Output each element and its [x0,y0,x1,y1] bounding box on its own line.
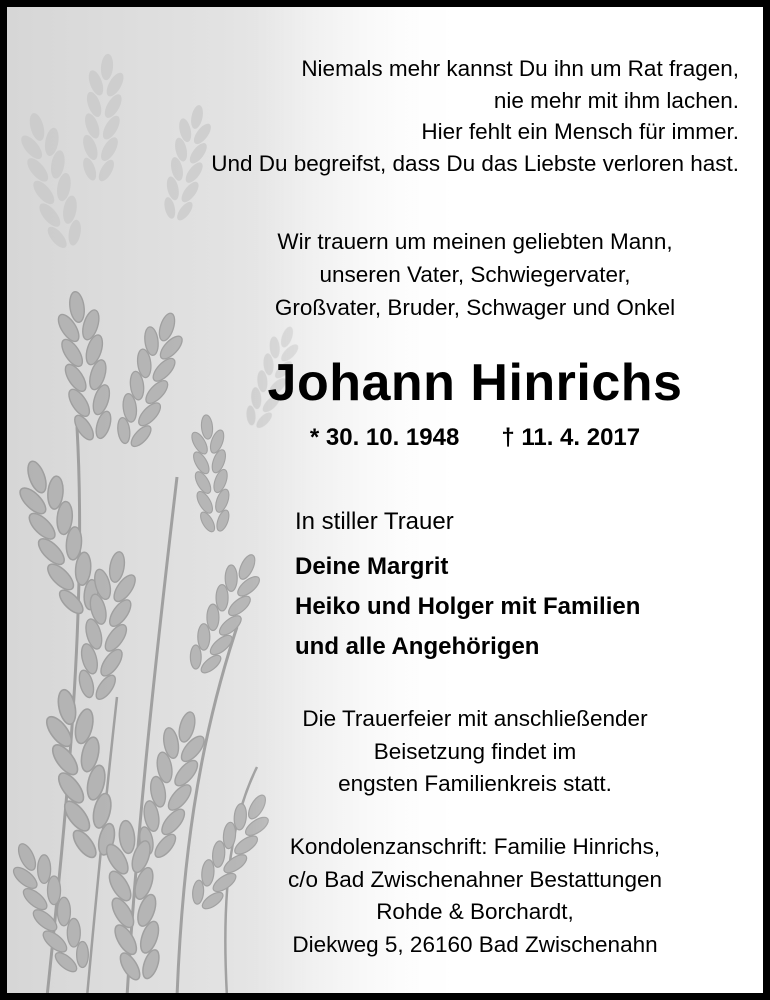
mourner-name: Heiko und Holger mit Familien [295,593,641,620]
life-dates [207,421,743,455]
mourner-name: Deine Margrit [295,553,449,580]
address-line: Kondolenzanschrift: Familie Hinrichs, [289,834,661,859]
funeral-service-note [207,703,743,801]
address-line: c/o Bad Zwischenahner Bestattungen [288,866,662,892]
verse-block [79,53,739,179]
service-line: engsten Familienkreis statt. [338,771,612,796]
mourners-list [295,547,755,667]
mourning-intro [207,225,743,324]
service-line: Die Trauerfeier mit anschließender [302,706,648,731]
service-line: Beisetzung findet im [373,738,577,764]
mourning-heading: In stiller Trauer [295,508,454,535]
intro-line: Großvater, Bruder, Schwager und Onkel [274,295,676,320]
verse-line: Und Du begreifst, dass Du das Liebste verloren hast. [211,150,739,176]
verse-line: Niemals mehr kannst Du ihn um Rat fragen, [301,56,739,81]
verse-line: Hier fehlt ein Mensch für immer. [421,119,739,144]
birth-date: * 30. 10. 1948 [309,424,460,451]
condolence-address [207,831,743,961]
verse-line: nie mehr mit ihm lachen. [493,87,739,113]
death-date: † 11. 4. 2017 [501,424,641,451]
mourner-name: und alle Angehörigen [295,633,540,660]
intro-line: Wir trauern um meinen geliebten Mann, [277,229,673,254]
address-line: Rohde & Borchardt, [376,899,574,924]
address-line: Diekweg 5, 26160 Bad Zwischenahn [292,931,658,957]
intro-line: unseren Vater, Schwiegervater, [319,262,631,287]
deceased-name: Johann Hinrichs [267,354,683,412]
